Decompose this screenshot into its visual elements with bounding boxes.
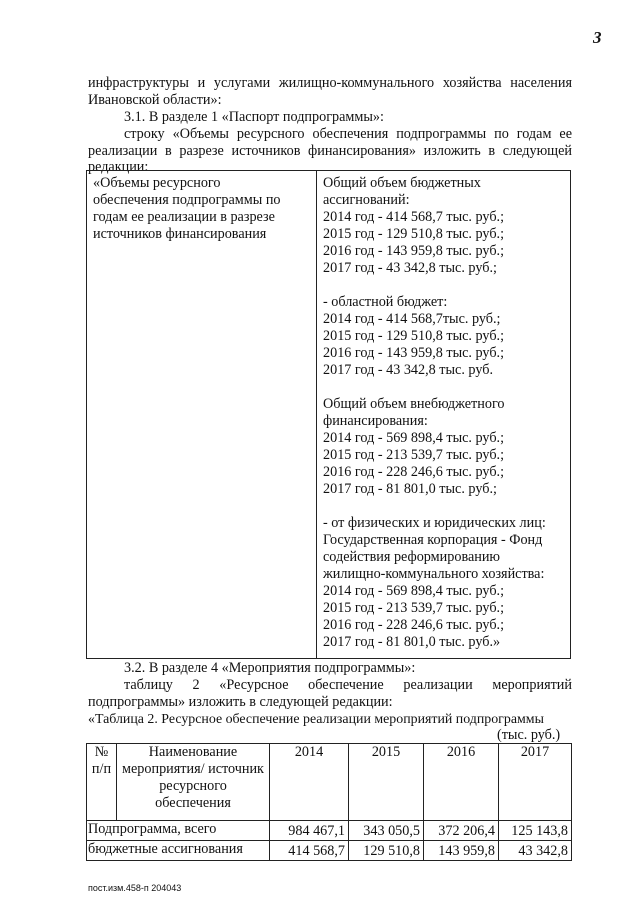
fund-line: 2015 год - 213 539,7 тыс. руб.;	[323, 600, 505, 616]
fund-line: Государственная корпорация - Фонд	[323, 532, 543, 548]
left-line: источников финансирования	[93, 226, 267, 242]
section-3-1-text-2: реализации в разрезе источников финансирования» изложить в следующей	[88, 143, 572, 159]
section-3-1-text-3: редакции:	[88, 159, 149, 175]
row-value: 125 143,8	[499, 821, 572, 841]
page-number: 3	[593, 28, 602, 47]
section-3-2-text-2: подпрограммы» изложить в следующей редакции:	[88, 694, 393, 710]
funding-table	[86, 743, 572, 861]
fund-line: содействия реформированию	[323, 549, 501, 565]
passport-table	[86, 170, 571, 659]
regional-budget-line: - областной бюджет:	[323, 294, 448, 310]
section-3-2-heading: 3.2. В разделе 4 «Мероприятия подпрограммы»:	[124, 660, 416, 676]
budget-total-line: 2015 год - 129 510,8 тыс. руб.;	[323, 226, 505, 242]
left-line: обеспечения подпрограммы по	[93, 192, 281, 208]
footer-code: пост.изм.458-п 204043	[88, 883, 182, 893]
header-name: Наименование мероприятия/ источник ресурсного обеспечения	[117, 744, 270, 821]
section-3-1-text-1: строку «Объемы ресурсного обеспечения подпрограммы по годам ее	[124, 126, 572, 142]
row-label: бюджетные ассигнования	[87, 841, 270, 861]
budget-total-line: 2017 год - 43 342,8 тыс. руб.;	[323, 260, 497, 276]
header-year: 2016	[424, 744, 499, 821]
row-value: 414 568,7	[270, 841, 349, 861]
table-units: (тыс. руб.)	[497, 727, 561, 743]
table-row	[87, 841, 572, 861]
budget-total-line: 2014 год - 414 568,7 тыс. руб.;	[323, 209, 505, 225]
section-3-2-text-1: таблицу 2 «Ресурсное обеспечение реализации мероприятий	[124, 677, 572, 693]
row-label: Подпрограмма, всего	[87, 821, 270, 841]
row-value: 129 510,8	[349, 841, 424, 861]
row-value: 43 342,8	[499, 841, 572, 861]
row-value: 343 050,5	[349, 821, 424, 841]
intro-line-2: Ивановской области»:	[88, 92, 222, 108]
left-line: годам ее реализации в разрезе	[93, 209, 275, 225]
table-row	[87, 821, 572, 841]
passport-right-cell	[323, 175, 568, 651]
budget-total-line: Общий объем бюджетных	[323, 175, 481, 191]
header-num: № п/п	[87, 744, 117, 821]
fund-line: 2017 год - 81 801,0 тыс. руб.»	[323, 634, 501, 650]
row-value: 372 206,4	[424, 821, 499, 841]
table-header-row	[87, 744, 572, 821]
fund-line: жилищно-коммунального хозяйства:	[323, 566, 545, 582]
header-year: 2014	[270, 744, 349, 821]
header-year: 2015	[349, 744, 424, 821]
budget-total-line: ассигнований:	[323, 192, 410, 208]
row-value: 984 467,1	[270, 821, 349, 841]
section-3-1-heading: 3.1. В разделе 1 «Паспорт подпрограммы»:	[124, 109, 384, 125]
row-value: 143 959,8	[424, 841, 499, 861]
off-budget-line: финансирования:	[323, 413, 428, 429]
fund-line: 2016 год - 228 246,6 тыс. руб.;	[323, 617, 505, 633]
off-budget-line: 2015 год - 213 539,7 тыс. руб.;	[323, 447, 505, 463]
off-budget-line: 2017 год - 81 801,0 тыс. руб.;	[323, 481, 497, 497]
column-divider	[316, 171, 317, 658]
regional-budget-line: 2016 год - 143 959,8 тыс. руб.;	[323, 345, 505, 361]
regional-budget-line: 2015 год - 129 510,8 тыс. руб.;	[323, 328, 505, 344]
left-line: «Объемы ресурсного	[93, 175, 221, 191]
off-budget-line: 2016 год - 228 246,6 тыс. руб.;	[323, 464, 505, 480]
fund-line: - от физических и юридических лиц:	[323, 515, 546, 531]
fund-line: 2014 год - 569 898,4 тыс. руб.;	[323, 583, 505, 599]
off-budget-line: 2014 год - 569 898,4 тыс. руб.;	[323, 430, 505, 446]
regional-budget-line: 2017 год - 43 342,8 тыс. руб.	[323, 362, 494, 378]
off-budget-line: Общий объем внебюджетного	[323, 396, 505, 412]
budget-total-line: 2016 год - 143 959,8 тыс. руб.;	[323, 243, 505, 259]
intro-line-1: инфраструктуры и услугами жилищно-коммунального хозяйства населения	[88, 75, 572, 91]
regional-budget-line: 2014 год - 414 568,7тыс. руб.;	[323, 311, 501, 327]
header-year: 2017	[499, 744, 572, 821]
table-title: «Таблица 2. Ресурсное обеспечение реализации мероприятий подпрограммы	[88, 712, 544, 727]
passport-left-cell	[93, 175, 311, 243]
